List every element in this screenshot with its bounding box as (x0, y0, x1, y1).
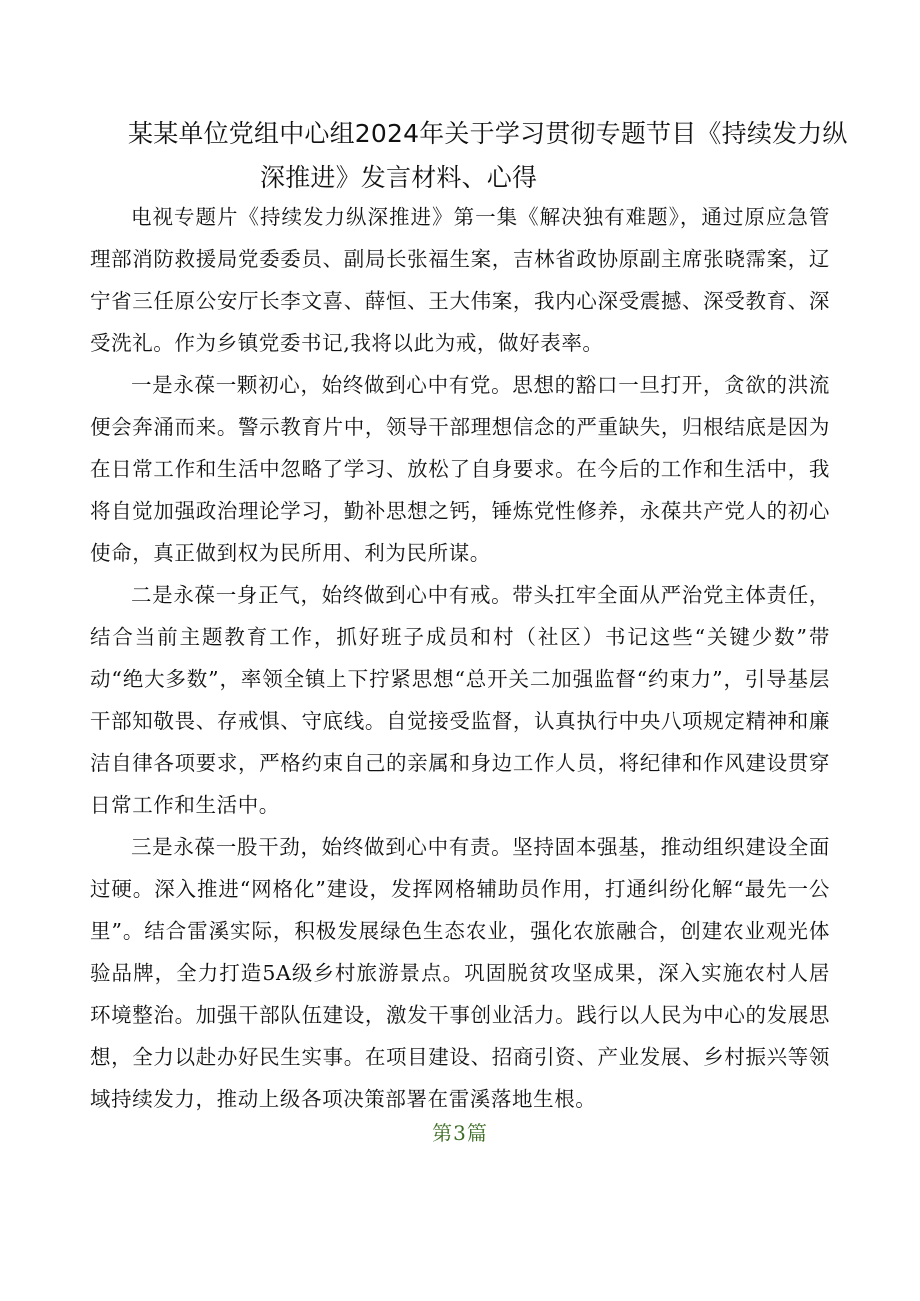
paragraph-point-2: 二是永葆一身正气，始终做到心中有戒。带头扛牢全面从严治党主体责任，结合当前主题教育工作，抓好班子成员和村（社区）书记这些“关键少数”带动“绝大多数”，率领全镇上下拧紧思想“总开关二加强监督“约束力”，引导基层干部知敬畏、存戒惧、守底线。自觉接受监督，认真执行中央八项规定精神和廉洁自律各项要求，严格约束自己的亲属和身边工作人员，将纪律和作风建设贯穿日常工作和生活中。 (90, 583, 830, 817)
title-line-1: 某某单位党组中心组2024年关于学习贯彻专题节目《持续发力纵 (128, 119, 848, 148)
document-body (90, 196, 830, 1120)
title-line-2: 深推进》发言材料、心得 (260, 163, 538, 192)
paragraph-point-1: 一是永葆一颗初心，始终做到心中有党。思想的豁口一旦打开，贪欲的洪流便会奔涌而来。警示教育片中，领导干部理想信念的严重缺失，归根结底是因为在日常工作和生活中忽略了学习、放松了自身要求。在今后的工作和生活中，我将自觉加强政治理论学习，勤补思想之钙，锤炼党性修养，永葆共产党人的初心使命，真正做到权为民所用、利为民所谋。 (90, 373, 830, 565)
section-marker: 第3篇 (432, 1121, 488, 1145)
document-title (100, 112, 860, 200)
paragraph-point-3: 三是永葆一股干劲，始终做到心中有责。坚持固本强基，推动组织建设全面过硬。深入推进“网格化”建设，发挥网格辅助员作用，打通纠纷化解“最先一公里”。结合雷溪实际，积极发展绿色生态农业，强化农旅融合，创建农业观光体验品牌，全力打造5A级乡村旅游景点。巩固脱贫攻坚成果，深入实施农村人居环境整治。加强干部队伍建设，激发干事创业活力。践行以人民为中心的发展思想，全力以赴办好民生实事。在项目建设、招商引资、产业发展、乡村振兴等领域持续发力，推动上级各项决策部署在雷溪落地生根。 (90, 835, 830, 1111)
paragraph-intro: 电视专题片《持续发力纵深推进》第一集《解决独有难题》，通过原应急管理部消防救援局党委委员、副局长张福生案，吉林省政协原副主席张晓霈案，辽宁省三任原公安厅长李文喜、薛恒、王大伟案，我内心深受震撼、深受教育、深受洗礼。作为乡镇党委书记,我将以此为戒，做好表率。 (90, 205, 830, 355)
